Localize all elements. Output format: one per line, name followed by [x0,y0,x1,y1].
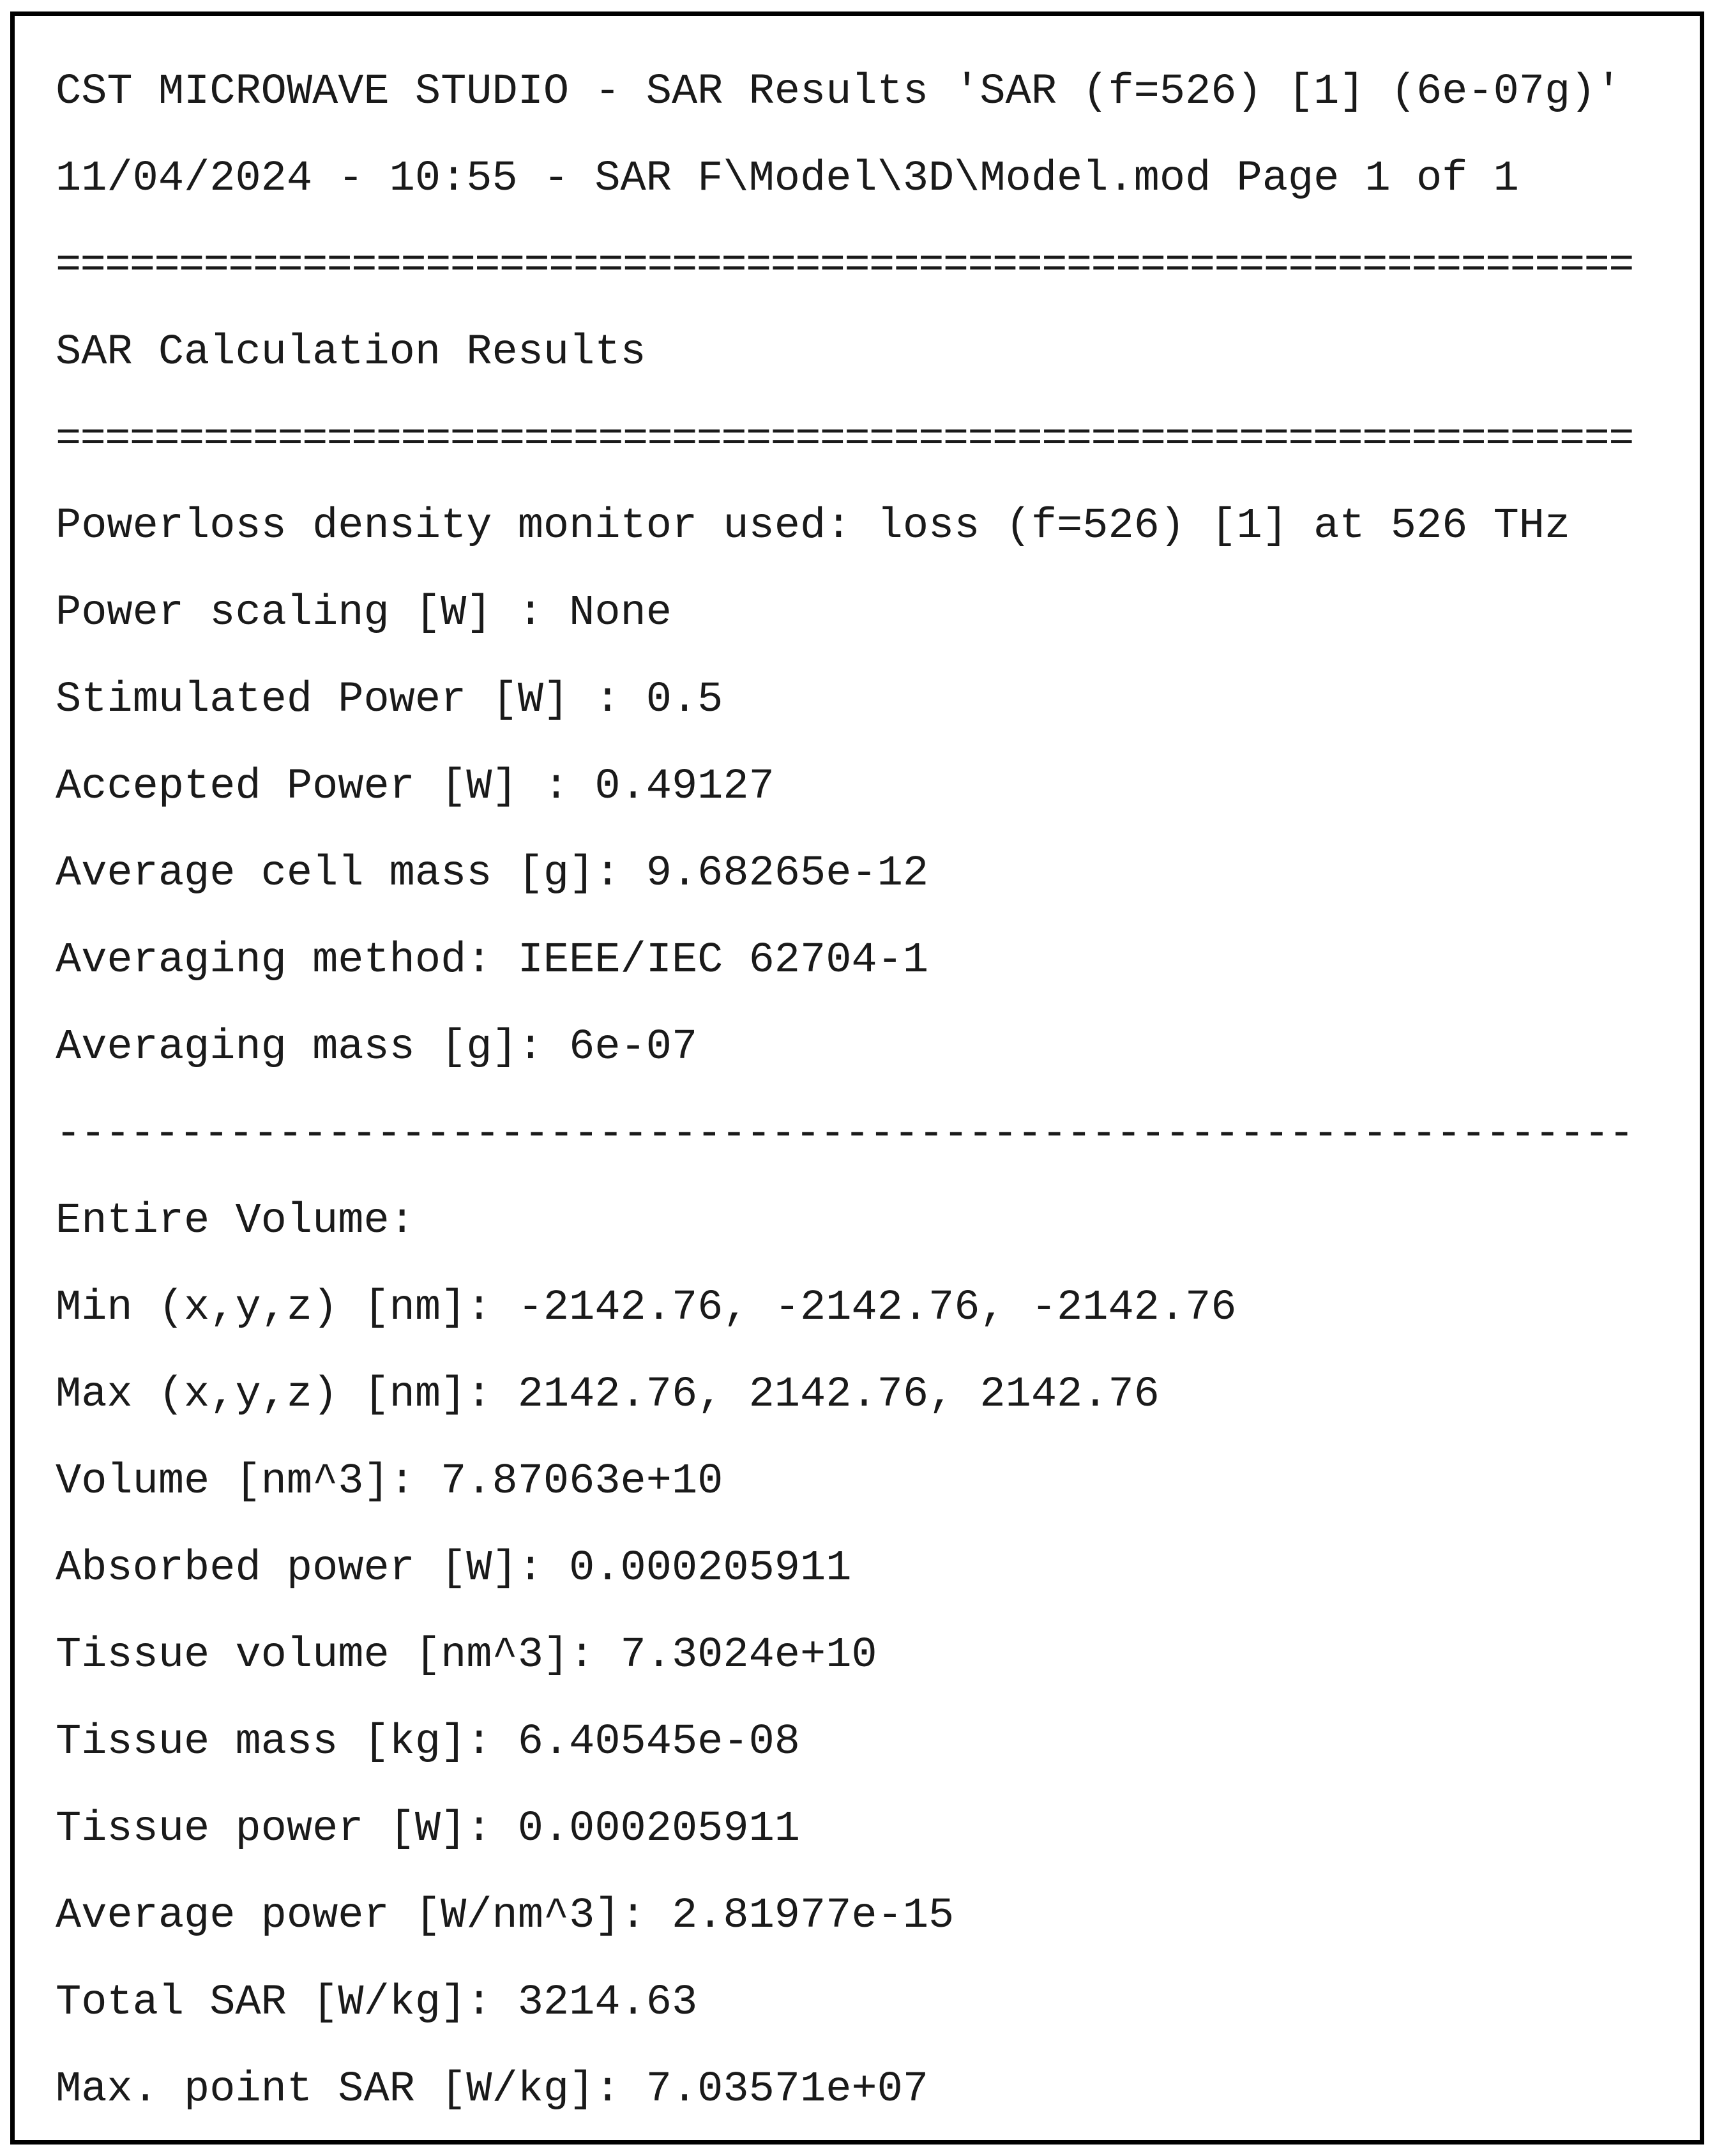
absorbed-power-line: Absorbed power [W]: 0.000205911 [56,1544,852,1593]
stimulated-power-line: Stimulated Power [W] : 0.5 [56,676,723,724]
total-sar-line: Total SAR [W/kg]: 3214.63 [56,1978,698,2027]
double-divider-bottom: ================================================================ [56,415,1633,464]
averaging-method-line: Averaging method: IEEE/IEC 62704-1 [56,936,929,985]
report-frame [10,11,1704,2145]
tissue-mass-line: Tissue mass [kg]: 6.40545e-08 [56,1718,800,1766]
max-point-sar-line: Max. point SAR [W/kg]: 7.03571e+07 [56,2065,929,2114]
monitor-line: Powerloss density monitor used: loss (f=526) [1] at 526 THz [56,502,1571,550]
min-coordinates-line: Min (x,y,z) [nm]: -2142.76, -2142.76, -2142.76 [56,1284,1237,1332]
report-text [56,68,1633,2153]
max-coordinates-line: Max (x,y,z) [nm]: 2142.76, 2142.76, 2142.76 [56,1370,1160,1419]
tissue-power-line: Tissue power [W]: 0.000205911 [56,1805,800,1853]
averaging-mass-line: Averaging mass [g]: 6e-07 [56,1023,698,1072]
double-divider-top: ================================================================ [56,241,1633,290]
section-title: SAR Calculation Results [56,328,646,377]
tissue-volume-line: Tissue volume [nm^3]: 7.3024e+10 [56,1631,877,1680]
accepted-power-line: Accepted Power [W] : 0.49127 [56,763,775,811]
report-meta: 11/04/2024 - 10:55 - SAR F\Model\3D\Model.mod Page 1 of 1 [56,155,1519,203]
report-title: CST MICROWAVE STUDIO - SAR Results 'SAR (f=526) [1] (6e-07g)' [56,68,1622,116]
power-scaling-line: Power scaling [W] : None [56,589,672,637]
average-power-line: Average power [W/nm^3]: 2.81977e-15 [56,1892,955,1940]
volume-heading: Entire Volume: [56,1197,415,1245]
average-cell-mass-line: Average cell mass [g]: 9.68265e-12 [56,849,929,898]
volume-line: Volume [nm^3]: 7.87063e+10 [56,1457,723,1506]
single-divider: ---------------------------------------------------------------- [56,1110,1633,1158]
